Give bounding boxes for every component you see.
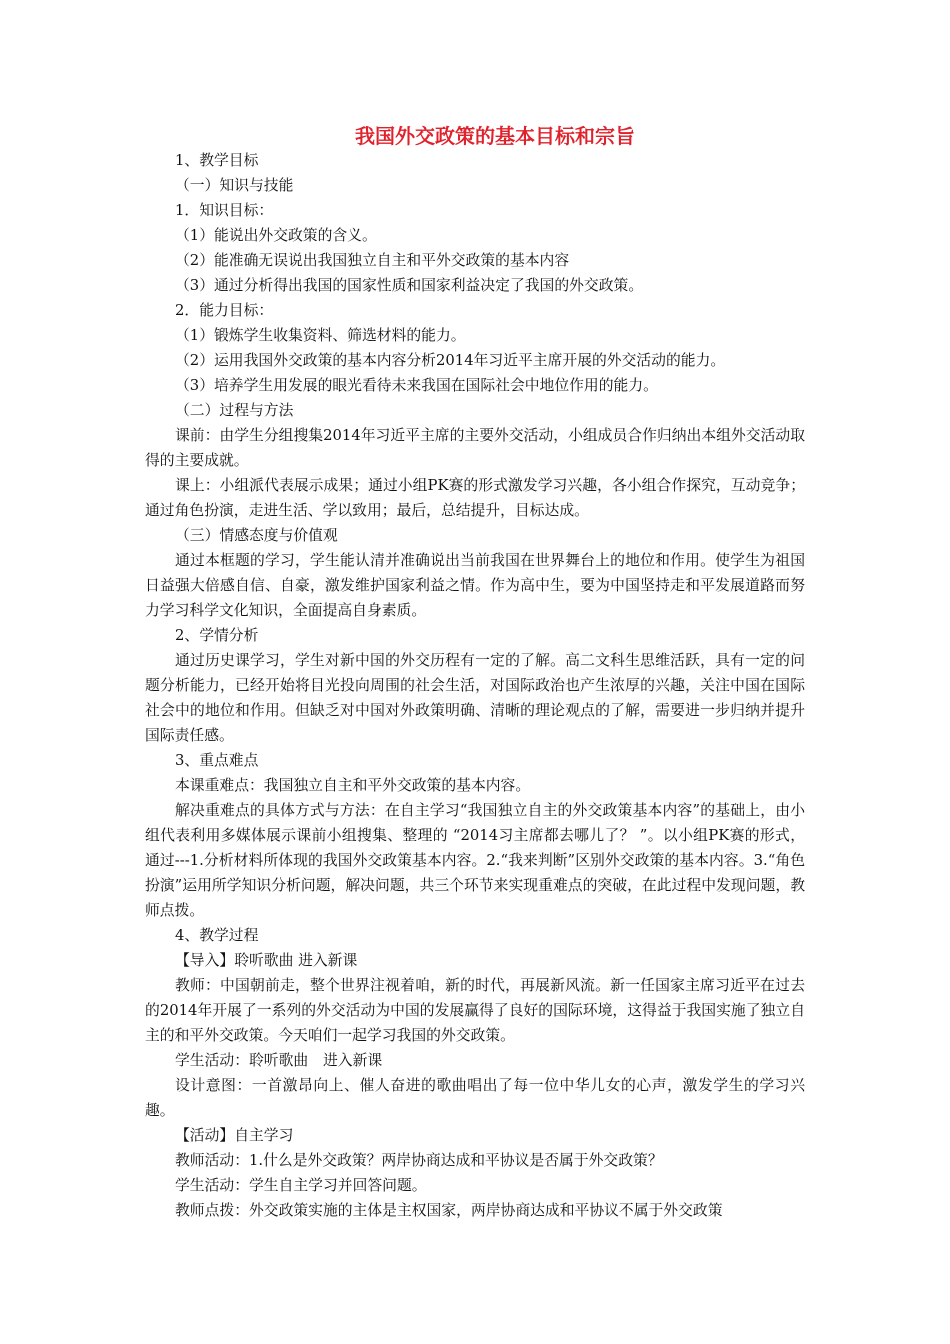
- document-title: 我国外交政策的基本目标和宗旨: [355, 124, 635, 148]
- heading-learner-analysis: 2、学情分析: [175, 627, 259, 644]
- subheading-process-method: （二）过程与方法: [175, 402, 294, 419]
- paragraph: （2）运用我国外交政策的基本内容分析2014年习近平主席开展的外交活动的能力。: [175, 352, 726, 369]
- paragraph: 本课重难点：我国独立自主和平外交政策的基本内容。: [175, 777, 531, 794]
- document-body: [145, 148, 805, 1223]
- paragraph: 学生活动：聆听歌曲 进入新课: [175, 1052, 383, 1069]
- paragraph: 教师活动：1.什么是外交政策？两岸协商达成和平协议是否属于外交政策？: [175, 1152, 663, 1169]
- paragraph: （2）能准确无误说出我国独立自主和平外交政策的基本内容: [175, 252, 570, 269]
- subheading-ability-goal: 2．能力目标：: [175, 302, 274, 319]
- paragraph: 解决重难点的具体方式与方法：在自主学习“我国独立自主的外交政策基本内容”的基础上，由小组代表利用多媒体展示课前小组搜集、整理的 “2014习主席都去哪儿了？ ”。以小组PK赛的形式，通过---1.分析材料所体现的我国外交政策基本内容。2.“我来判断”区别外交政策的基本内容。3.“角色扮演”运用所学知识分析问题，解决问题，共三个环节来实现重难点的突破，在此过程中发现问题，教师点拨。: [145, 802, 805, 919]
- subheading-emotion-values: （三）情感态度与价值观: [175, 527, 338, 544]
- subheading-knowledge-skills: （一）知识与技能: [175, 177, 294, 194]
- paragraph: 课前：由学生分组搜集2014年习近平主席的主要外交活动，小组成员合作归纳出本组外交活动取得的主要成就。: [145, 427, 805, 469]
- paragraph: （3）培养学生用发展的眼光看待未来我国在国际社会中地位作用的能力。: [175, 377, 658, 394]
- paragraph: （1）锻炼学生收集资料、筛选材料的能力。: [175, 327, 466, 344]
- heading-key-difficulties: 3、重点难点: [175, 752, 259, 769]
- subheading-intro: 【导入】聆听歌曲 进入新课: [175, 952, 358, 969]
- subheading-activity: 【活动】自主学习: [175, 1127, 294, 1144]
- paragraph: 教师：中国朝前走，整个世界注视着咱，新的时代，再展新风流。新一任国家主席习近平在过去的2014年开展了一系列的外交活动为中国的发展赢得了良好的国际环境，这得益于我国实施了独立自主的和平外交政策。今天咱们一起学习我国的外交政策。: [145, 977, 805, 1044]
- paragraph: 通过历史课学习，学生对新中国的外交历程有一定的了解。高二文科生思维活跃，具有一定的问题分析能力，已经开始将目光投向周围的社会生活，对国际政治也产生浓厚的兴趣，关注中国在国际社会中的地位和作用。但缺乏对中国对外政策明确、清晰的理论观点的了解，需要进一步归纳并提升国际责任感。: [145, 652, 805, 744]
- heading-teaching-goals: 1、教学目标: [175, 152, 259, 169]
- paragraph: 教师点拨：外交政策实施的主体是主权国家，两岸协商达成和平协议不属于外交政策: [175, 1202, 723, 1219]
- paragraph: 通过本框题的学习，学生能认清并准确说出当前我国在世界舞台上的地位和作用。使学生为祖国日益强大倍感自信、自豪，激发维护国家利益之情。作为高中生，要为中国坚持走和平发展道路而努力学习科学文化知识，全面提高自身素质。: [145, 552, 805, 619]
- paragraph: 设计意图：一首激昂向上、催人奋进的歌曲唱出了每一位中华儿女的心声，激发学生的学习兴趣。: [145, 1077, 805, 1119]
- paragraph: （3）通过分析得出我国的国家性质和国家利益决定了我国的外交政策。: [175, 277, 644, 294]
- paragraph: 学生活动：学生自主学习并回答问题。: [175, 1177, 427, 1194]
- paragraph: （1）能说出外交政策的含义。: [175, 227, 377, 244]
- paragraph: 课上：小组派代表展示成果；通过小组PK赛的形式激发学习兴趣，各小组合作探究，互动竞争；通过角色扮演，走进生活、学以致用；最后，总结提升，目标达成。: [145, 477, 805, 519]
- subheading-knowledge-goal: 1．知识目标：: [175, 202, 274, 219]
- heading-teaching-process: 4、教学过程: [175, 927, 259, 944]
